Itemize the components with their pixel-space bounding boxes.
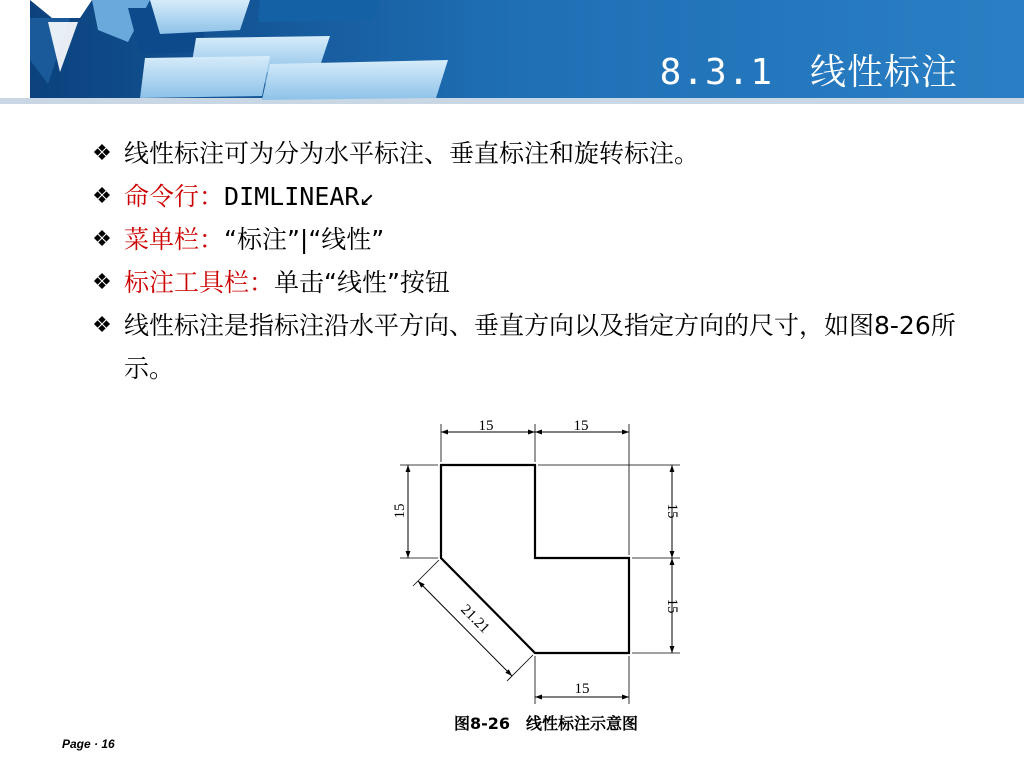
bullet-label: 标注工具栏：: [124, 268, 275, 297]
extension-line: [413, 560, 439, 586]
header-banner: [0, 0, 1024, 104]
bullet-item: [84, 132, 964, 175]
bullet-value: DIMLINEAR↙: [224, 182, 375, 211]
page-number: Page · 16: [62, 737, 115, 751]
bullet-text: 线性标注可为分为水平标注、垂直标注和旋转标注。: [124, 139, 700, 168]
diamond-bullet-icon: ❖: [92, 184, 112, 209]
bullet-item: [84, 218, 964, 261]
bullet-value: “标注”|“线性”: [224, 225, 385, 254]
bullet-list: [84, 132, 964, 390]
bullet-label: 菜单栏：: [124, 225, 225, 254]
slide-title: 8.3.1 线性标注: [659, 52, 958, 93]
diamond-bullet-icon: ❖: [92, 227, 112, 252]
bullet-item: [84, 175, 964, 218]
dimension-label: 15: [574, 681, 590, 697]
dimension-label: 15: [664, 503, 680, 519]
dimension-label: 15: [478, 418, 494, 434]
dimension-label: 15: [664, 598, 680, 614]
dimension-figure: [380, 410, 680, 710]
dimension-label: 21.21: [457, 601, 493, 637]
diamond-bullet-icon: ❖: [92, 270, 112, 295]
dimension-label: 15: [573, 418, 589, 434]
figure-caption: 图8-26 线性标注示意图: [454, 714, 639, 733]
dimension-label: 15: [392, 503, 408, 519]
bullet-text: 线性标注是指标注沿水平方向、垂直方向以及指定方向的尺寸，如图8-26所示。: [124, 311, 956, 383]
bullet-item: [84, 304, 964, 390]
diamond-bullet-icon: ❖: [92, 313, 112, 338]
dimension-line-diagonal: [418, 581, 512, 676]
dimension-drawing: [380, 410, 680, 710]
bullet-label: 命令行：: [124, 182, 225, 211]
bullet-value: 单击“线性”按钮: [274, 268, 450, 297]
bullet-item: [84, 261, 964, 304]
diamond-bullet-icon: ❖: [92, 141, 112, 166]
extension-line: [507, 655, 533, 681]
